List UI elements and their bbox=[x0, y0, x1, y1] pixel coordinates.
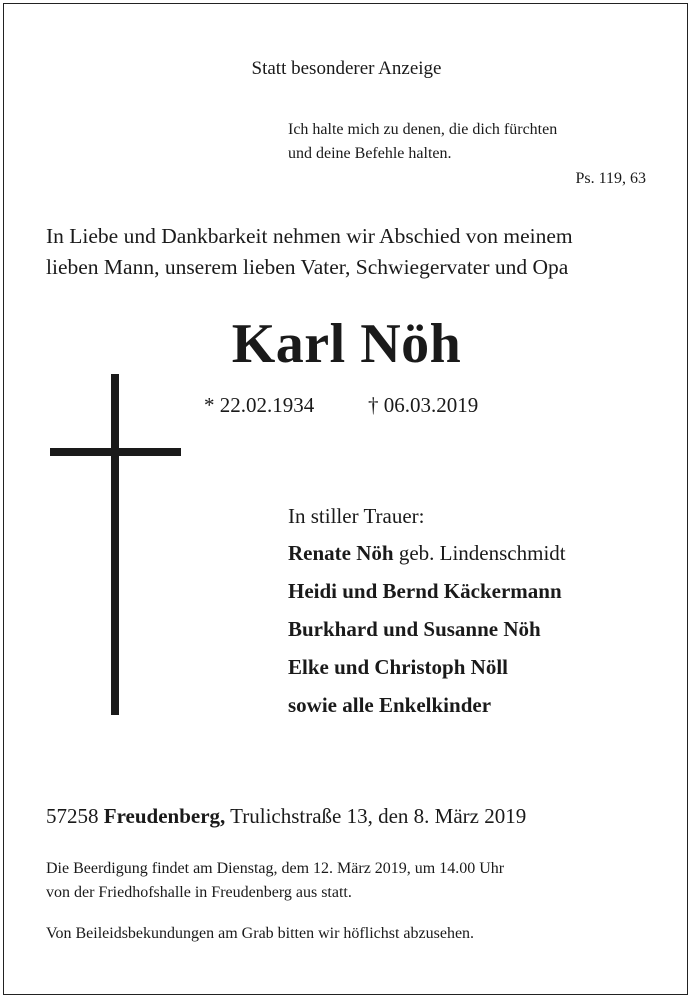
mourner-item: Heidi und Bernd Käckermann bbox=[288, 579, 562, 603]
deceased-name: Karl Nöh bbox=[231, 313, 462, 375]
place-city: Freudenberg, bbox=[103, 804, 226, 828]
intro-line-1: In Liebe und Dankbarkeit nehmen wir Abschied von meinem bbox=[46, 224, 573, 248]
birth-date: * 22.02.1934 bbox=[204, 393, 315, 417]
death-date: † 06.03.2019 bbox=[368, 393, 479, 417]
header-text: Statt besonderer Anzeige bbox=[251, 58, 442, 79]
cross-horizontal-bar bbox=[50, 448, 181, 456]
condolence-note: Von Beileidsbekundungen am Grab bitten wir höflichst abzusehen. bbox=[46, 925, 475, 942]
place-zip: 57258 bbox=[46, 804, 104, 828]
verse-line-1: Ich halte mich zu denen, die dich fürchten bbox=[288, 121, 558, 138]
funeral-info-line-1: Die Beerdigung findet am Dienstag, dem 12. März 2019, um 14.00 Uhr bbox=[46, 860, 505, 877]
verse-line-2: und deine Befehle halten. bbox=[288, 145, 452, 162]
cross-vertical-bar bbox=[111, 374, 119, 715]
funeral-info-line-2: von der Friedhofshalle in Freudenberg aus statt. bbox=[46, 884, 352, 901]
mourning-intro: In stiller Trauer: bbox=[288, 504, 425, 528]
mourner-widow-maiden-name: geb. Lindenschmidt bbox=[393, 541, 566, 565]
mourner-item: sowie alle Enkelkinder bbox=[288, 693, 492, 717]
place-address-date: Trulichstraße 13, den 8. März 2019 bbox=[225, 804, 527, 828]
mourner-widow bbox=[288, 541, 566, 566]
mourner-widow-name: Renate Nöh bbox=[288, 541, 394, 565]
verse-reference: Ps. 119, 63 bbox=[575, 170, 646, 187]
mourner-item: Burkhard und Susanne Nöh bbox=[288, 617, 541, 641]
mourner-item: Elke und Christoph Nöll bbox=[288, 655, 508, 679]
place-and-date bbox=[46, 804, 526, 829]
intro-line-2: lieben Mann, unserem lieben Vater, Schwiegervater und Opa bbox=[46, 255, 569, 279]
